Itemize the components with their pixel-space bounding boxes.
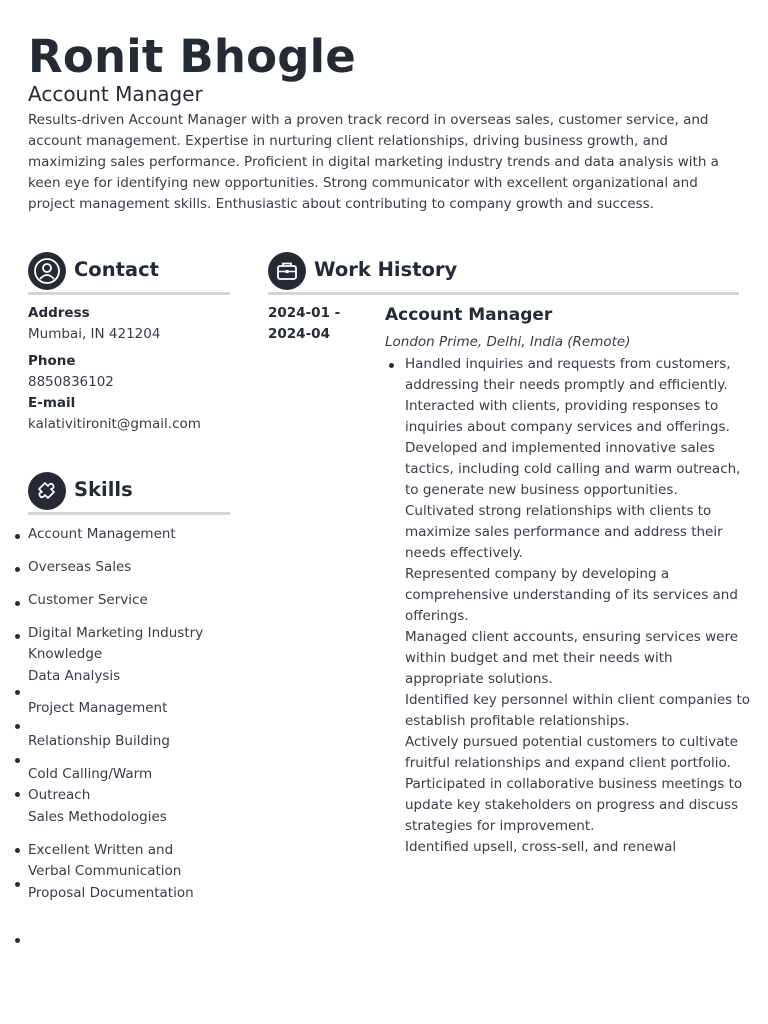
skill-item: Project Management xyxy=(28,700,168,716)
bullet-icon xyxy=(15,938,20,943)
list-item: Participated in collaborative business meetings to update key stakeholders on progress and discuss strategies for improvement. xyxy=(405,776,743,834)
briefcase-icon xyxy=(268,252,306,290)
job-dates: 2024-01 - 2024-04 xyxy=(268,305,341,342)
bullet-icon xyxy=(15,848,20,853)
phone-label: Phone xyxy=(28,353,76,369)
email-label: E-mail xyxy=(28,395,76,411)
list-item: Identified key personnel within client companies to establish profitable relationships. xyxy=(405,692,751,729)
job-company: London Prime, Delhi, India (Remote) xyxy=(385,334,631,350)
bullet-icon xyxy=(389,363,394,368)
work-history-heading: Work History xyxy=(314,258,458,281)
skills-section-header xyxy=(28,472,230,515)
job-duties xyxy=(405,354,750,858)
skill-item: Digital Marketing Industry Knowledge xyxy=(28,625,204,662)
skill-item: Account Management xyxy=(28,526,176,542)
list-item: Actively pursued potential customers to cultivate fruitful relationships and expand client portfolio. xyxy=(405,734,738,771)
professional-summary: Results-driven Account Manager with a proven track record in overseas sales, customer service, and account management. Expertise in nurturing client relationships, driving business growth, and maximizing sales performance. Proficient in digital marketing industry trends and data analysis with a keen eye for identifying new opportunities. Strong communicator with excellent organizational and project management skills. Enthusiastic about contributing to company growth and success. xyxy=(28,112,719,212)
list-item: Cultivated strong relationships with clients to maximize sales performance and address their needs effectively. xyxy=(405,503,723,561)
contact-heading: Contact xyxy=(74,258,159,281)
address-label: Address xyxy=(28,305,90,321)
candidate-title: Account Manager xyxy=(28,82,203,106)
skill-item: Customer Service xyxy=(28,592,148,608)
bullet-icon xyxy=(15,882,20,887)
phone-value: 8850836102 xyxy=(28,374,114,390)
bullet-icon xyxy=(15,690,20,695)
contact-section-header xyxy=(28,252,230,295)
bullet-icon xyxy=(15,601,20,606)
bullet-icon xyxy=(15,724,20,729)
bullet-icon xyxy=(15,567,20,572)
bullet-icon xyxy=(15,634,20,639)
bullet-icon xyxy=(15,534,20,539)
puzzle-icon xyxy=(28,472,66,510)
candidate-name: Ronit Bhogle xyxy=(28,30,357,83)
list-item: Handled inquiries and requests from customers, addressing their needs promptly and efficiently. xyxy=(405,356,731,393)
skills-heading: Skills xyxy=(74,478,133,501)
address-value: Mumbai, IN 421204 xyxy=(28,326,161,342)
list-item: Represented company by developing a comprehensive understanding of its services and offerings. xyxy=(405,566,738,624)
skill-item: Cold Calling/Warm Outreach xyxy=(28,766,153,803)
list-item: Developed and implemented innovative sales tactics, including cold calling and warm outreach, to generate new business opportunities. xyxy=(405,440,741,498)
contact-details xyxy=(28,303,233,435)
skill-item: Relationship Building xyxy=(28,733,170,749)
job-role: Account Manager xyxy=(385,305,553,325)
list-item: Interacted with clients, providing responses to inquiries about company services and offerings. xyxy=(405,398,730,435)
skill-item: Proposal Documentation xyxy=(28,885,194,901)
skill-item: Excellent Written and Verbal Communication xyxy=(28,842,182,879)
bullet-icon xyxy=(15,792,20,797)
list-item: Identified upsell, cross-sell, and renewal xyxy=(405,839,677,855)
bullet-icon xyxy=(15,758,20,763)
list-item: Managed client accounts, ensuring services were within budget and met their needs with appropriate solutions. xyxy=(405,629,739,687)
email-value: kalativitironit@gmail.com xyxy=(28,416,201,432)
skill-item: Sales Methodologies xyxy=(28,809,167,825)
skill-item: Data Analysis xyxy=(28,668,121,684)
skill-item: Overseas Sales xyxy=(28,559,132,575)
person-icon xyxy=(28,252,66,290)
work-history-section-header xyxy=(268,252,739,295)
